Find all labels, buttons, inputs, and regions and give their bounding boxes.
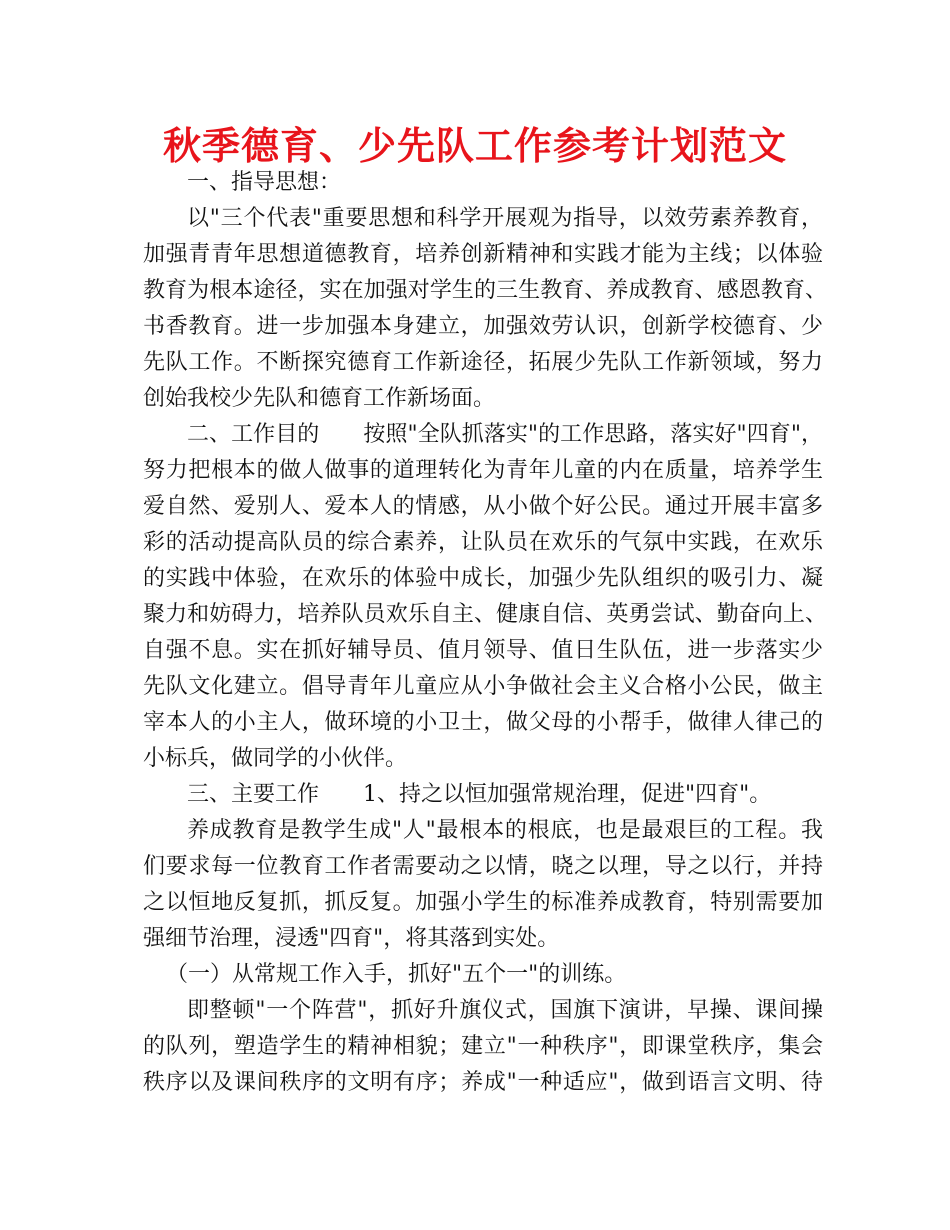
paragraph-line: 爱自然、爱别人、爱本人的情感，从小做个好公民。通过开展丰富多 bbox=[143, 494, 823, 519]
paragraph-line: 书香教育。进一步加强本身建立，加强效劳认识，创新学校德育、少 bbox=[143, 314, 823, 339]
paragraph-line: 创始我校少先队和德育工作新场面。 bbox=[143, 386, 496, 411]
paragraph-line: 加强青青年思想道德教育，培养创新精神和实践才能为主线；以体验 bbox=[143, 242, 823, 267]
paragraph-line: 强细节治理，浸透"四育"，将其落到实处。 bbox=[143, 926, 560, 951]
paragraph-line: 之以恒地反复抓，抓反复。加强小学生的标准养成教育，特别需要加 bbox=[143, 890, 823, 915]
document-title: 秋季德育、少先队工作参考计划范文 bbox=[162, 124, 787, 168]
paragraph-line: 聚力和妨碍力，培养队员欢乐自主、健康自信、英勇尝试、勤奋向上、 bbox=[143, 602, 827, 627]
paragraph-line: 彩的活动提高队员的综合素养，让队员在欢乐的气氛中实践，在欢乐 bbox=[143, 530, 823, 555]
paragraph-line: 秩序以及课间秩序的文明有序；养成"一种适应"，做到语言文明、待 bbox=[143, 1070, 823, 1095]
paragraph-line: 即整顿"一个阵营"，抓好升旗仪式，国旗下演讲，早操、课间操 bbox=[187, 998, 823, 1023]
paragraph-line: 的实践中体验，在欢乐的体验中成长，加强少先队组织的吸引力、凝 bbox=[143, 566, 823, 591]
subsection-heading: （一）从常规工作入手，抓好"五个一"的训练。 bbox=[166, 962, 627, 987]
section-heading-main-work: 三、主要工作 1、持之以恒加强常规治理，促进"四育"。 bbox=[187, 782, 772, 807]
paragraph-line: 先队文化建立。倡导青年儿童应从小争做社会主义合格小公民，做主 bbox=[143, 674, 823, 699]
paragraph-line: 以"三个代表"重要思想和科学开展观为指导，以效劳素养教育， bbox=[187, 206, 823, 231]
paragraph-line: 宰本人的小主人，做环境的小卫士，做父母的小帮手，做律人律己的 bbox=[143, 710, 823, 735]
paragraph-line: 养成教育是教学生成"人"最根本的根底，也是最艰巨的工程。我 bbox=[187, 818, 823, 843]
paragraph-line: 自强不息。实在抓好辅导员、值月领导、值日生队伍，进一步落实少 bbox=[143, 638, 823, 663]
paragraph-line: 小标兵，做同学的小伙伴。 bbox=[143, 746, 408, 771]
paragraph-line: 的队列，塑造学生的精神相貌；建立"一种秩序"，即课堂秩序，集会 bbox=[143, 1034, 823, 1059]
paragraph-line: 努力把根本的做人做事的道理转化为青年儿童的内在质量，培养学生 bbox=[143, 458, 823, 483]
section-heading-work-goal: 二、工作目的 按照"全队抓落实"的工作思路，落实好"四育"， bbox=[187, 422, 823, 447]
paragraph-line: 们要求每一位教育工作者需要动之以情，晓之以理，导之以行，并持 bbox=[143, 854, 823, 879]
paragraph-line: 先队工作。不断探究德育工作新途径，拓展少先队工作新领域，努力 bbox=[143, 350, 823, 375]
section-heading-guiding-thought: 一、指导思想： bbox=[187, 170, 342, 195]
paragraph-line: 教育为根本途径，实在加强对学生的三生教育、养成教育、感恩教育、 bbox=[143, 278, 827, 303]
